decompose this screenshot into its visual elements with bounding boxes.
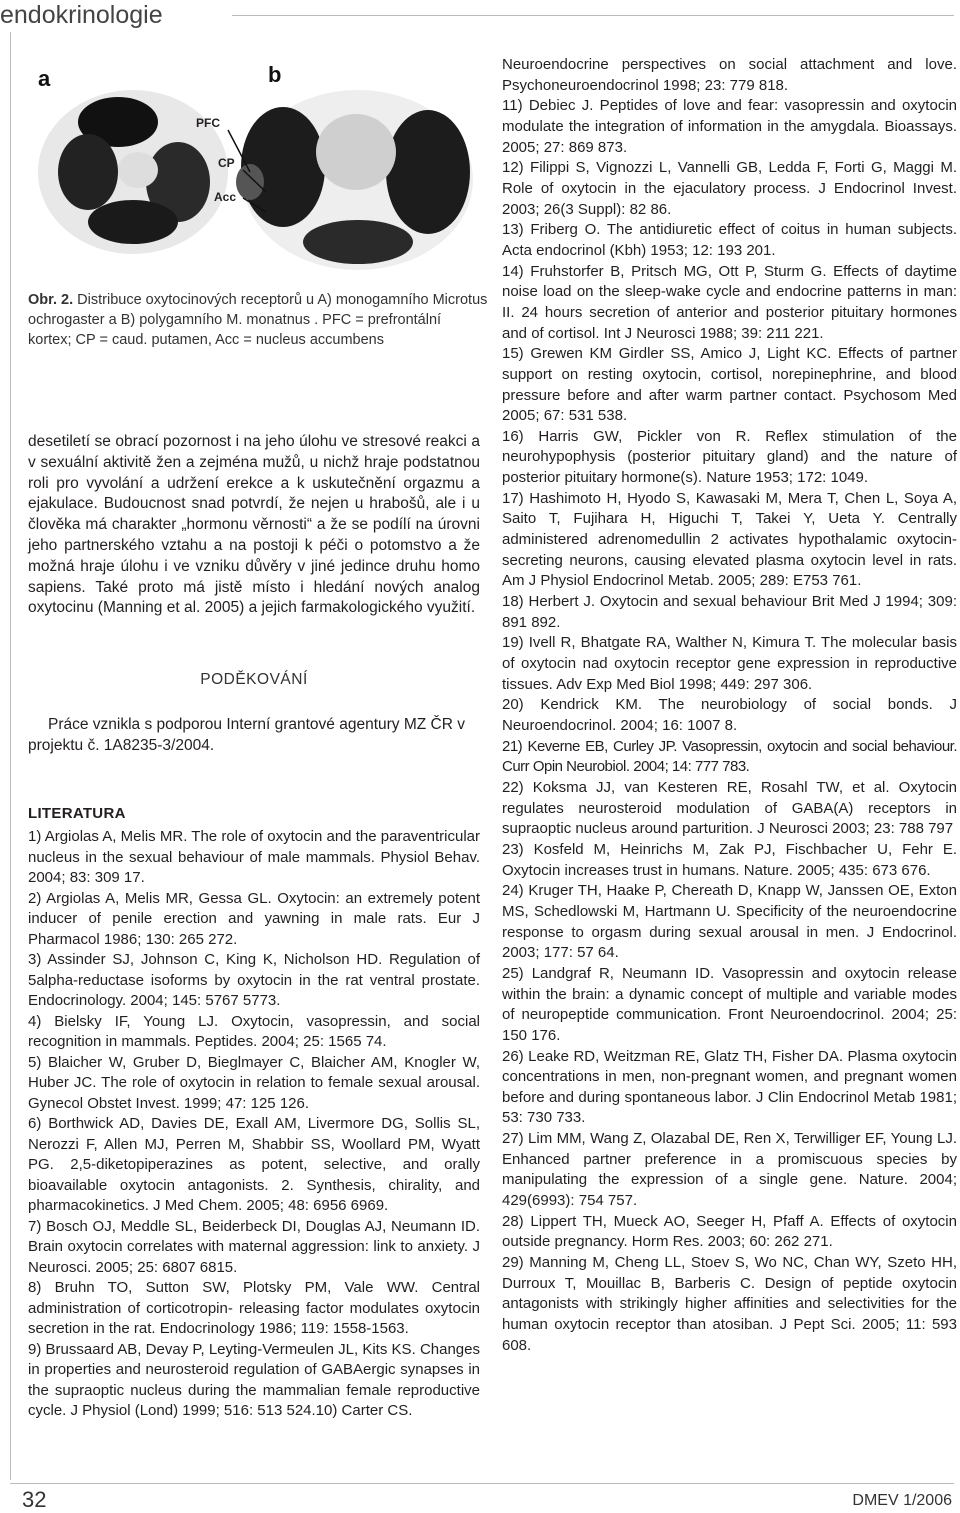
section-title: endokrinologie [0, 1, 163, 29]
footer-rule [10, 1483, 954, 1484]
label-cp: CP [218, 156, 235, 170]
reference-11: 11) Debiec J. Peptides of love and fear: vasopressin and oxytocin modulate the integration of information in the amygdala. Bioassays. 2005; 27: 869 873. [502, 97, 957, 156]
dark-region-a2 [58, 134, 118, 210]
journal-issue: DMEV 1/2006 [852, 1492, 952, 1509]
reference-27: 27) Lim MM, Wang Z, Olazabal DE, Ren X, Terwilliger EF, Young LJ. Enhanced partner preference in a promiscuous species by manipulating the expression of a single gene. Nature. 2004; 429(6993): 754 757. [502, 1130, 957, 1210]
panel-label-b: b [268, 62, 282, 87]
reference-3: 3) Assinder SJ, Johnson C, King K, Nicholson HD. Regulation of 5alpha-reductase isoforms by oxytocin in the rat ventral prostate. Endocrinology. 2004; 145: 5767 5773. [28, 951, 480, 1009]
header-rule [232, 15, 954, 16]
dark-region-a4 [88, 200, 178, 244]
body-paragraph: desetiletí se obrací pozornost i na jeho úlohu ve stresové reakci a v sexuální aktivitě žen a zejména mužů, u nichž hraje podstatnou roli pro vyvolání a udržení erekce a k uskutečnění orgazmu a ejakulace. Budoucnost snad potvrdí, že nejen u hrabošů, ale i u člověka má charakter „hormonu věrnosti“ a že se podílí na úrovni jeho partnerského vztahu a na postoji k péči o potomstvo a že možná hraje úlohu i ve vzniku důvěry v jiné jedince druhu homo sapiens. Také proto má jistě místo i hledání nových analog oxytocinu (Manning et al. 2005) a jejich farmakologického využití. [28, 433, 480, 617]
reference-22: 22) Koksma JJ, van Kesteren RE, Rosahl TW, et al. Oxytocin regulates neurosteroid modulation of GABA(A) receptors in supraoptic nucleus around parturition. J Neurosci 2003; 23: 788 797 [502, 778, 957, 838]
dark-region-b2 [386, 110, 470, 234]
reference-7: 7) Bosch OJ, Meddle SL, Beiderbeck DI, Douglas AJ, Neumann ID. Brain oxytocin correlates with maternal aggression: link to anxiety. J Neurosci. 2005; 25: 6807 6815. [28, 1217, 480, 1276]
light-region-a [118, 152, 158, 188]
reference-8: 8) Bruhn TO, Sutton SW, Plotsky PM, Vale WW. Central administration of corticotropin- releasing factor modulates oxytocin secretion in the rat. Endocrinology 1986; 119: 1558-1563. [28, 1279, 480, 1337]
reference-26: 26) Leake RD, Weitzman RE, Glatz TH, Fisher DA. Plasma oxytocin concentrations in men, non-pregnant women, and pregnant women before and during spontaneous labor. J Clin Endocrinol Metab 1981; 53: 730 733. [502, 1047, 957, 1127]
panel-label-a: a [38, 66, 51, 91]
reference-23: 23) Kosfeld M, Heinrichs M, Zak PJ, Fischbacher U, Fehr E. Oxytocin increases trust in humans. Nature. 2005; 435: 673 676. [502, 840, 957, 879]
reference-17: 17) Hashimoto H, Hyodo S, Kawasaki M, Mera T, Chen L, Soya A, Saito T, Fujihara H, Higuchi T, Takei Y, Ueta Y. Centrally administered adrenomedullin 2 activates hypothalamic oxytocin-secreting neurons, causing elevated plasma oxytocin level in rats. Am J Physiol Endocrinol Metab. 2005; 289: E753 761. [502, 489, 957, 590]
caption-label: Obr. 2. [28, 292, 74, 308]
reference-13: 13) Friberg O. The antidiuretic effect of coitus in human subjects. Acta endocrinol (Kbh) 1953; 12: 193 201. [502, 221, 957, 259]
reference-16: 16) Harris GW, Pickler von R. Reflex stimulation of the neurohypophysis (posterior pituitary gland) and the nature of posterior pituitary hormone(s). Nature 1953; 172: 1049. [502, 427, 957, 487]
reference-10-continued: Neuroendocrine perspectives on social attachment and love. Psychoneuroendocrinol 1998; 23: 779 818. [502, 56, 957, 94]
reference-21: 21) Keverne EB, Curley JP. Vasopressin, oxytocin and social behaviour. Curr Opin Neurobiol. 2004; 14: 777 783. [502, 737, 957, 776]
reference-19: 19) Ivell R, Bhatgate RA, Walther N, Kimura T. The molecular basis of oxytocin nad oxytocin receptor gene expression in reproductive tissues. Adv Exp Med Biol 1998; 449: 297 306. [502, 634, 957, 693]
reference-6: 6) Borthwick AD, Davies DE, Exall AM, Livermore DG, Sollis SL, Nerozzi F, Allen MJ, Perren M, Shabbir SS, Woollard PM, Wyatt PG. 2,5-diketopiperazines as potent, selective, and orally bioavailable oxytocin antagonists. 2. Synthesis, chirality, and pharmacokinetics. J Med Chem. 2005; 48: 6956 6969. [28, 1115, 480, 1214]
references-right-column [502, 55, 957, 1356]
dark-region-b3 [303, 220, 413, 264]
pfc-region [236, 164, 264, 200]
literature-heading: LITERATURA [28, 805, 126, 822]
acknowledgement-text: Práce vznikla s podporou Interní grantové agentury MZ ČR v projektu č. 1A8235-3/2004. [28, 716, 465, 754]
acknowledgement-heading: PODĚKOVÁNÍ [200, 671, 308, 688]
reference-4: 4) Bielsky IF, Young LJ. Oxytocin, vasopressin, and social recognition in mammals. Peptides. 2004; 25: 1565 74. [28, 1012, 480, 1050]
page-number: 32 [22, 1487, 47, 1512]
reference-5: 5) Blaicher W, Gruber D, Bieglmayer C, Blaicher AM, Knogler W, Huber JC. The role of oxytocin in relation to female sexual arousal. Gynecol Obstet Invest. 1999; 47: 125 126. [28, 1053, 480, 1112]
receptor-distribution-figure [28, 52, 488, 276]
label-acc: Acc [214, 190, 237, 204]
reference-9: 9) Brussaard AB, Devay P, Leyting-Vermeulen JL, Kits KS. Changes in properties and neurosteroid regulation of GABAergic synapses in the supraoptic nucleus during the mammalian female reproductive cycle. J Physiol (Lond) 1999; 516: 513 524.10) Carter CS. [28, 1340, 480, 1419]
reference-24: 24) Kruger TH, Haake P, Chereath D, Knapp W, Janssen OE, Exton MS, Schedlowski M, Hartmann U. Specificity of the neuroendocrine response to orgasm during sexual arousal in men. J Endocrinol. 2003; 177: 57 64. [502, 882, 957, 962]
reference-1: 1) Argiolas A, Melis MR. The role of oxytocin and the paraventricular nucleus in the sexual behaviour of male mammals. Physiol Behav. 2004; 83: 309 17. [28, 828, 480, 886]
light-region-b [316, 114, 396, 190]
autoradiograph-image [28, 52, 488, 276]
figure-caption [28, 290, 488, 350]
reference-15: 15) Grewen KM Girdler SS, Amico J, Light KC. Effects of partner support on resting oxytocin, cortisol, norepinephrine, and blood pressure before and after warm partner contact. Psychosom Med 2005; 67: 531 538. [502, 345, 957, 425]
reference-14: 14) Fruhstorfer B, Pritsch MG, Ott P, Sturm G. Effects of daytime noise load on the sleep-wake cycle and endocrine patterns in man: II. 24 hours secretion of anterior and posterior pituitary hormones and of cortisol. Int J Neurosci 1988; 39: 211 221. [502, 262, 957, 342]
references-left-column [28, 827, 480, 1422]
left-margin-rule [10, 32, 11, 1480]
reference-12: 12) Filippi S, Vignozzi L, Vannelli GB, Ledda F, Forti G, Maggi M. Role of oxytocin in the ejaculatory process. J Endocrinol Invest. 2003; 26(3 Suppl): 82 86. [502, 159, 957, 218]
label-pfc: PFC [196, 116, 220, 130]
reference-29: 29) Manning M, Cheng LL, Stoev S, Wo NC, Chan WY, Szeto HH, Durroux T, Mouillac B, Barberis C. Design of peptide oxytocin antagonists with strikingly higher affinities and selectivities for the human oxytocin receptor than atosiban. J Pept Sci. 2005; 11: 593 608. [502, 1254, 957, 1354]
caption-text: Distribuce oxytocinových receptorů u A) monogamního Microtus ochrogaster a B) polygamního M. monatnus . PFC = prefrontální kortex; CP = caud. putamen, Acc = nucleus accumbens [28, 292, 488, 348]
reference-25: 25) Landgraf R, Neumann ID. Vasopressin and oxytocin release within the brain: a dynamic concept of multiple and variable modes of neuropeptide communication. Front Neuroendocrinol. 2004; 25: 150 176. [502, 964, 957, 1044]
reference-18: 18) Herbert J. Oxytocin and sexual behaviour Brit Med J 1994; 309: 891 892. [502, 593, 957, 631]
reference-20: 20) Kendrick KM. The neurobiology of social bonds. J Neuroendocrinol. 2004; 16: 1007 8. [502, 696, 957, 734]
reference-28: 28) Lippert TH, Mueck AO, Seeger H, Pfaff A. Effects of oxytocin outside pregnancy. Horm Res. 2003; 60: 262 271. [502, 1212, 957, 1251]
reference-2: 2) Argiolas A, Melis MR, Gessa GL. Oxytocin: an extremely potent inducer of penile erection and yawning in male rats. Eur J Pharmacol 1986; 130: 265 272. [28, 889, 480, 948]
